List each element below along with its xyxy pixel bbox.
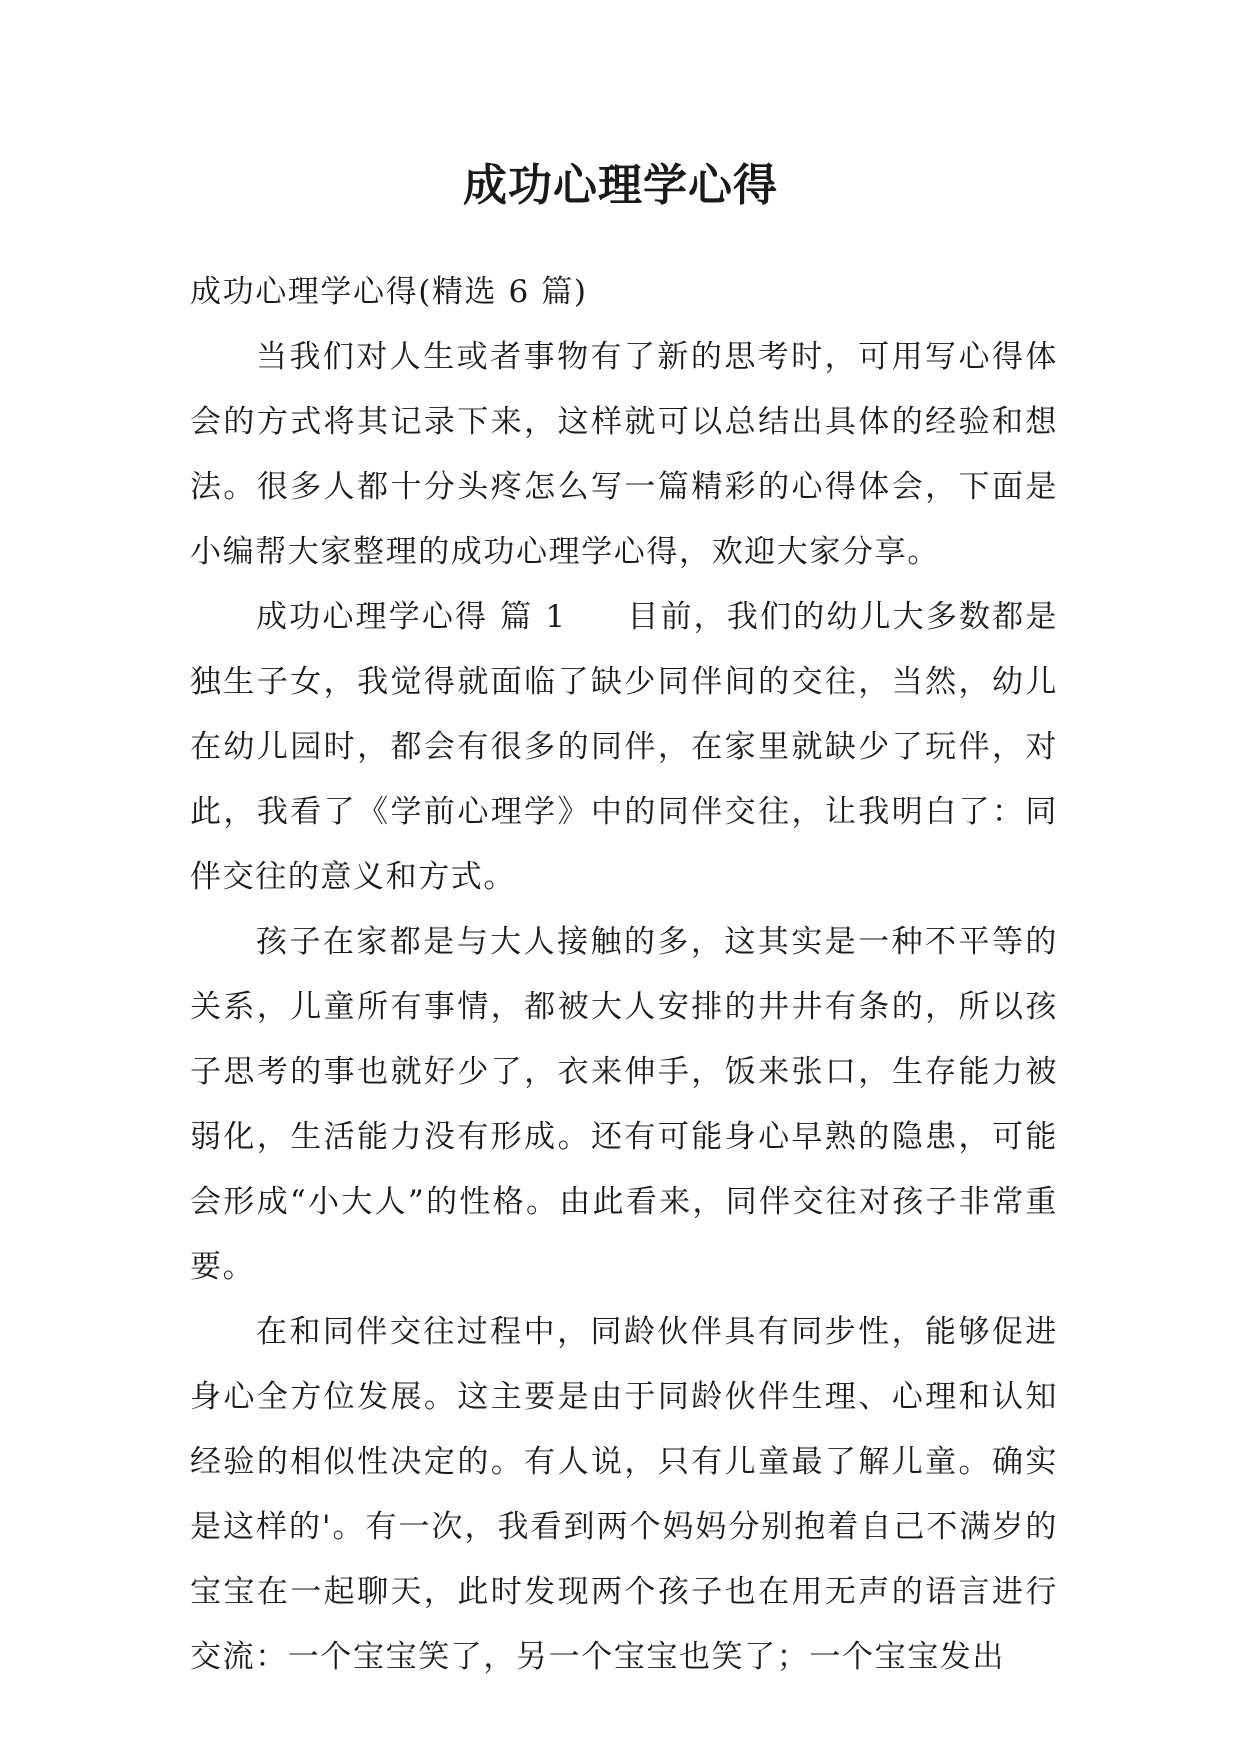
intro-paragraph: 当我们对人生或者事物有了新的思考时，可用写心得体会的方式将其记录下来，这样就可以总结出具体的经验和想法。很多人都十分头疼怎么写一篇精彩的心得体会，下面是小编帮大家整理的成功心理学心得，欢迎大家分享。: [190, 339, 1058, 570]
document-body: [190, 260, 1058, 1690]
section-1-lead: 目前，我们的幼儿大多数都是独生子女，我觉得就面临了缺少同伴间的交往，当然，幼儿在幼儿园时，都会有很多的同伴，在家里就缺少了玩伴，对此，我看了《学前心理学》中的同伴交往，让我明白了：同伴交往的意义和方式。: [190, 599, 1059, 895]
section-1-heading: 成功心理学心得 篇 1: [256, 599, 567, 635]
section-1-paragraph: [190, 585, 1058, 910]
body-paragraph-1: 孩子在家都是与大人接触的多，这其实是一种不平等的关系，儿童所有事情，都被大人安排的井井有条的，所以孩子思考的事也就好少了，衣来伸手，饭来张口，生存能力被弱化，生活能力没有形成。还有可能身心早熟的隐患，可能会形成“小大人”的性格。由此看来，同伴交往对孩子非常重要。: [190, 924, 1058, 1285]
document-subtitle: 成功心理学心得(精选 6 篇): [190, 274, 588, 310]
body-paragraph-2: 在和同伴交往过程中，同龄伙伴具有同步性，能够促进身心全方位发展。这主要是由于同龄伙伴生理、心理和认知经验的相似性决定的。有人说，只有儿童最了解儿童。确实是这样的'。有一次，我看到两个妈妈分别抱着自己不满岁的宝宝在一起聊天，此时发现两个孩子也在用无声的语言进行交流：一个宝宝笑了，另一个宝宝也笑了；一个宝宝发出: [190, 1314, 1058, 1675]
document-title: 成功心理学心得: [463, 160, 778, 211]
